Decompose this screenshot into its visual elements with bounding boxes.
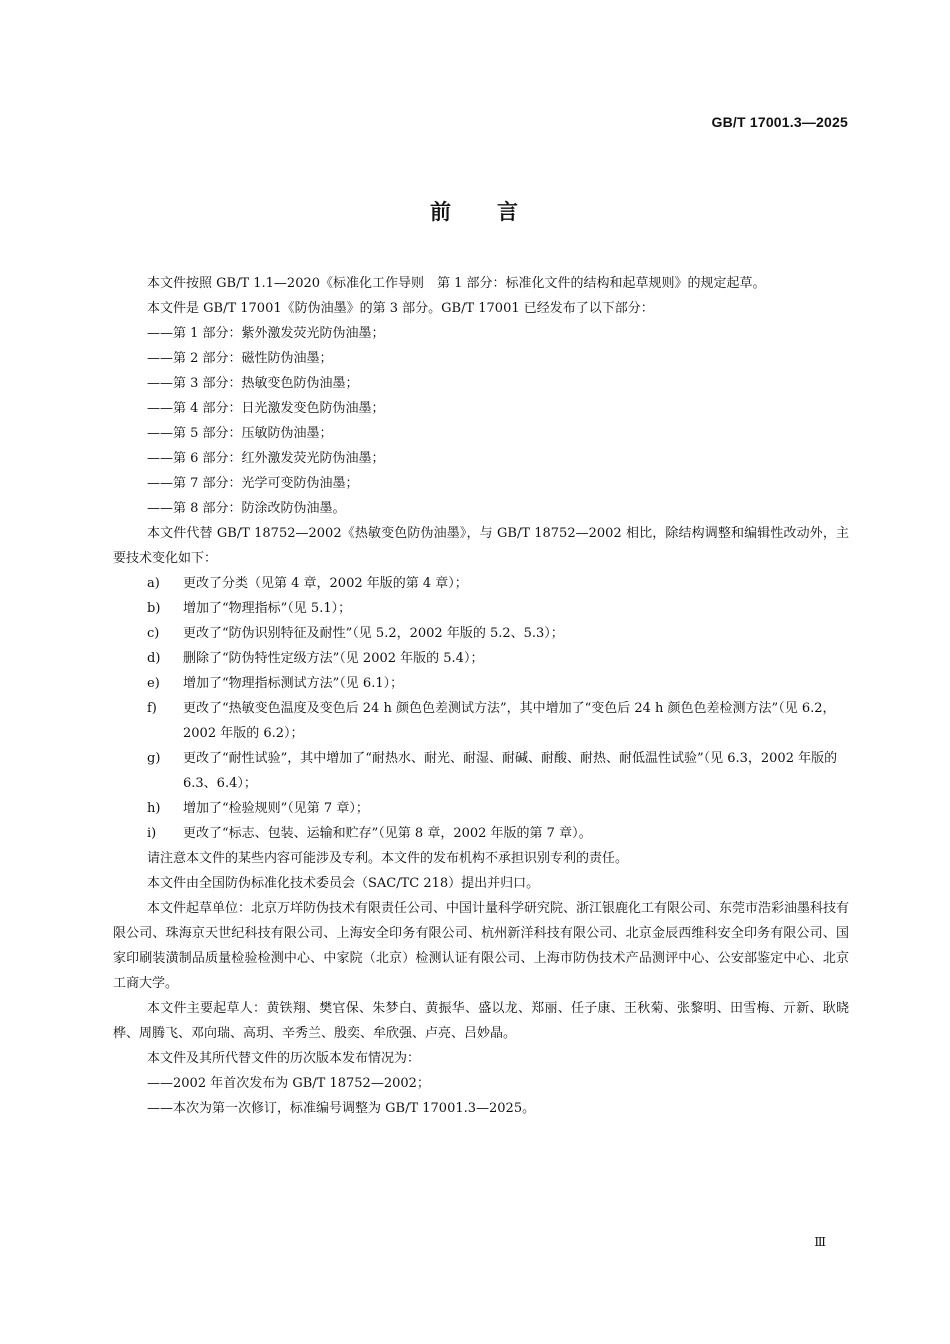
- part-list-item: ——第 4 部分：日光激发变色防伪油墨；: [147, 401, 385, 416]
- change-item: [113, 746, 849, 796]
- change-text: 更改了“标志、包装、运输和贮存”（见第 8 章，2002 年版的第 7 章）。: [183, 826, 592, 841]
- part-list-item: ——第 6 部分：红外激发荧光防伪油墨；: [147, 451, 385, 466]
- change-label: c): [147, 626, 160, 641]
- paragraph-drafters: 本文件主要起草人：黄铁翔、樊官保、朱梦白、黄振华、盛以龙、郑丽、任子康、王秋菊、张黎明、田雪梅、亓新、耿晓桦、周腾飞、邓向瑞、高玥、辛秀兰、殷奕、牟欣强、卢亮、吕妙晶。: [113, 1001, 849, 1041]
- part-list-item: ——第 2 部分：磁性防伪油墨；: [147, 351, 333, 366]
- change-item: [113, 646, 849, 671]
- paragraph-replacement: 本文件代替 GB/T 18752—2002《热敏变色防伪油墨》，与 GB/T 18752—2002 相比，除结构调整和编辑性改动外，主要技术变化如下：: [113, 526, 849, 566]
- change-text: 增加了“物理指标测试方法”（见 6.1）；: [183, 676, 404, 691]
- part-list-item: ——第 5 部分：压敏防伪油墨；: [147, 426, 333, 441]
- change-item: [113, 796, 849, 821]
- change-label: f): [147, 701, 157, 716]
- foreword-body: [113, 271, 849, 1121]
- paragraph-committee: 本文件由全国防伪标准化技术委员会（SAC/TC 218）提出并归口。: [147, 876, 540, 891]
- history-list-item: ——本次为第一次修订，标准编号调整为 GB/T 17001.3—2025。: [147, 1101, 536, 1116]
- paragraph-history-intro: 本文件及其所代替文件的历次版本发布情况为：: [147, 1051, 421, 1066]
- change-label: i): [147, 826, 157, 841]
- part-list-item: ——第 3 部分：热敏变色防伪油墨；: [147, 376, 359, 391]
- change-text: 更改了“防伪识别特征及耐性”（见 5.2，2002 年版的 5.2、5.3）；: [183, 626, 564, 641]
- paragraph-drafting-rules: 本文件按照 GB/T 1.1—2020《标准化工作导则 第 1 部分：标准化文件的结构和起草规则》的规定起草。: [147, 276, 766, 291]
- page-number: Ⅲ: [814, 1235, 826, 1249]
- history-list-item: ——2002 年首次发布为 GB/T 18752—2002；: [147, 1076, 430, 1091]
- change-item: [113, 571, 849, 596]
- change-item: [113, 621, 849, 646]
- title-char-2: 言: [497, 200, 520, 224]
- change-item: [113, 696, 849, 746]
- change-item: [113, 821, 849, 846]
- change-text: 更改了“耐性试验”，其中增加了“耐热水、耐光、耐湿、耐碱、耐酸、耐热、耐低温性试验”（见 6.3，2002 年版的 6.3、6.4）；: [183, 751, 838, 791]
- change-label: d): [147, 651, 161, 666]
- change-text: 更改了“热敏变色温度及变色后 24 h 颜色色差测试方法”，其中增加了“变色后 24 h 颜色色差检测方法”（见 6.2，2002 年版的 6.2）；: [183, 701, 836, 741]
- change-label: b): [147, 601, 161, 616]
- change-label: a): [147, 576, 160, 591]
- part-list-item: ——第 7 部分：光学可变防伪油墨；: [147, 476, 359, 491]
- paragraph-series-intro: 本文件是 GB/T 17001《防伪油墨》的第 3 部分。GB/T 17001 已经发布了以下部分：: [147, 301, 654, 316]
- change-item: [113, 596, 849, 621]
- change-label: h): [147, 801, 161, 816]
- change-text: 删除了“防伪特性定级方法”（见 2002 年版的 5.4）；: [183, 651, 484, 666]
- paragraph-drafting-units: 本文件起草单位：北京万垟防伪技术有限责任公司、中国计量科学研究院、浙江银鹿化工有限公司、东莞市浩彩油墨科技有限公司、珠海京天世纪科技有限公司、上海安全印务有限公司、杭州新洋科技有限公司、北京金辰西维科安全印务有限公司、国家印刷装潢制品质量检验检测中心、中家院（北京）检测认证有限公司、上海市防伪技术产品测评中心、公安部鉴定中心、北京工商大学。: [113, 901, 850, 991]
- page-title: [0, 196, 950, 226]
- change-item: [113, 671, 849, 696]
- change-text: 更改了分类（见第 4 章，2002 年版的第 4 章）；: [183, 576, 468, 591]
- part-list-item: ——第 1 部分：紫外激发荧光防伪油墨；: [147, 326, 385, 341]
- change-text: 增加了“检验规则”（见第 7 章）；: [183, 801, 369, 816]
- paragraph-patent-notice: 请注意本文件的某些内容可能涉及专利。本文件的发布机构不承担识别专利的责任。: [147, 851, 629, 866]
- change-label: g): [147, 751, 161, 766]
- title-char-1: 前: [430, 200, 453, 224]
- part-list-item: ——第 8 部分：防涂改防伪油墨。: [147, 501, 346, 516]
- change-text: 增加了“物理指标”（见 5.1）；: [183, 601, 352, 616]
- change-label: e): [147, 676, 160, 691]
- standard-number: GB/T 17001.3—2025: [711, 114, 848, 130]
